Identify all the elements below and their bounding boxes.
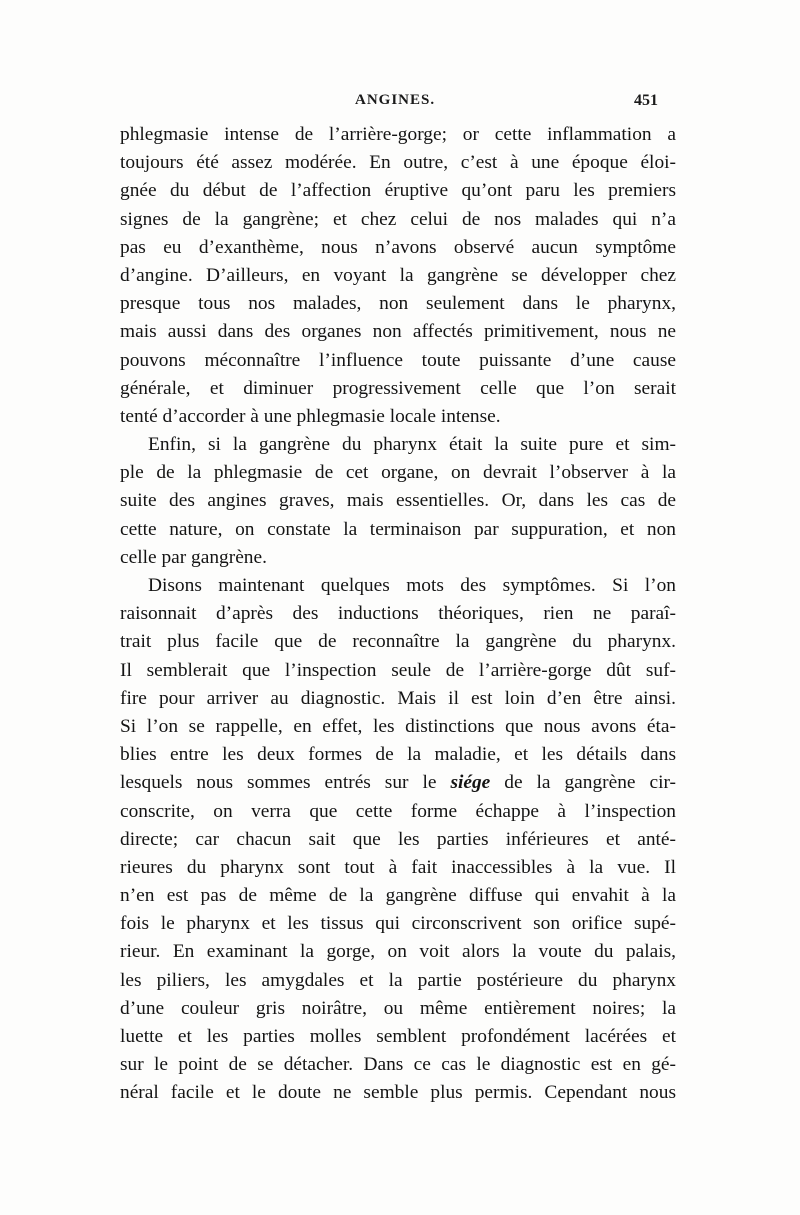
- text-line: sur le point de se détacher. Dans ce cas le diagnostic est en gé-: [120, 1054, 676, 1076]
- text-line: signes de la gangrène; et chez celui de nos malades qui n’a: [120, 208, 676, 230]
- text-line: blies entre les deux formes de la maladie, et les détails dans: [120, 744, 676, 766]
- text-line: n’en est pas de même de la gangrène diffuse qui envahit à la: [120, 885, 676, 907]
- text-line: gnée du début de l’affection éruptive qu’ont paru les premiers: [120, 180, 676, 202]
- text-line: raisonnait d’après des inductions théoriques, rien ne paraî-: [120, 603, 676, 625]
- text-line: Si l’on se rappelle, en effet, les distinctions que nous avons éta-: [120, 715, 676, 737]
- text-line: les piliers, les amygdales et la partie postérieure du pharynx: [120, 969, 676, 991]
- page-number: 451: [634, 92, 658, 109]
- text-line: ple de la phlegmasie de cet organe, on devrait l’observer à la: [120, 462, 676, 484]
- paragraph-start-line: Enfin, si la gangrène du pharynx était la suite pure et sim-: [148, 434, 676, 456]
- text-line: rieur. En examinant la gorge, on voit alors la voute du palais,: [120, 941, 676, 963]
- text-line: pas eu d’exanthème, nous n’avons observé aucun symptôme: [120, 236, 676, 258]
- paragraph-end-line: celle par gangrène.: [120, 546, 267, 568]
- text-line: cette nature, on constate la terminaison par suppuration, et non: [120, 518, 676, 540]
- text-line: mais aussi dans des organes non affectés primitivement, nous ne: [120, 321, 676, 343]
- paragraph-end-line: tenté d’accorder à une phlegmasie locale intense.: [120, 405, 501, 427]
- text-segment: de la gangrène cir-: [490, 772, 677, 794]
- text-line: rieures du pharynx sont tout à fait inaccessibles à la vue. Il: [120, 856, 676, 878]
- text-line: presque tous nos malades, non seulement dans le pharynx,: [120, 293, 676, 315]
- body-text: [120, 121, 676, 1108]
- text-line: fois le pharynx et les tissus qui circonscrivent son orifice supé-: [120, 913, 676, 935]
- text-line: trait plus facile que de reconnaître la gangrène du pharynx.: [120, 631, 676, 653]
- text-line: fire pour arriver au diagnostic. Mais il est loin d’en être ainsi.: [120, 687, 676, 709]
- text-line: suite des angines graves, mais essentielles. Or, dans les cas de: [120, 490, 676, 512]
- text-line: directe; car chacun sait que les parties inférieures et anté-: [120, 828, 676, 850]
- text-line: d’une couleur gris noirâtre, ou même entièrement noires; la: [120, 997, 676, 1019]
- page-header: [130, 92, 658, 114]
- italic-term: siége: [450, 772, 491, 794]
- text-line-with-italic: [120, 769, 676, 797]
- text-segment: lesquels nous sommes entrés sur le: [120, 772, 451, 794]
- text-line: pouvons méconnaître l’influence toute puissante d’une cause: [120, 349, 676, 371]
- text-line: luette et les parties molles semblent profondément lacérées et: [120, 1026, 676, 1047]
- text-line: générale, et diminuer progressivement celle que l’on serait: [120, 377, 676, 399]
- text-line: Il semblerait que l’inspection seule de l’arrière-gorge dût suf-: [120, 659, 676, 681]
- text-line: phlegmasie intense de l’arrière-gorge; or cette inflammation a: [120, 124, 676, 145]
- text-line: conscrite, on verra que cette forme échappe à l’inspection: [120, 800, 676, 822]
- text-line: néral facile et le doute ne semble plus permis. Cependant nous: [120, 1082, 676, 1104]
- text-line: d’angine. D’ailleurs, en voyant la gangrène se développer chez: [120, 264, 676, 286]
- text-line: toujours été assez modérée. En outre, c’est à une époque éloi-: [120, 152, 676, 174]
- running-head: ANGINES.: [355, 92, 436, 108]
- paragraph-start-line: Disons maintenant quelques mots des symptômes. Si l’on: [148, 575, 676, 596]
